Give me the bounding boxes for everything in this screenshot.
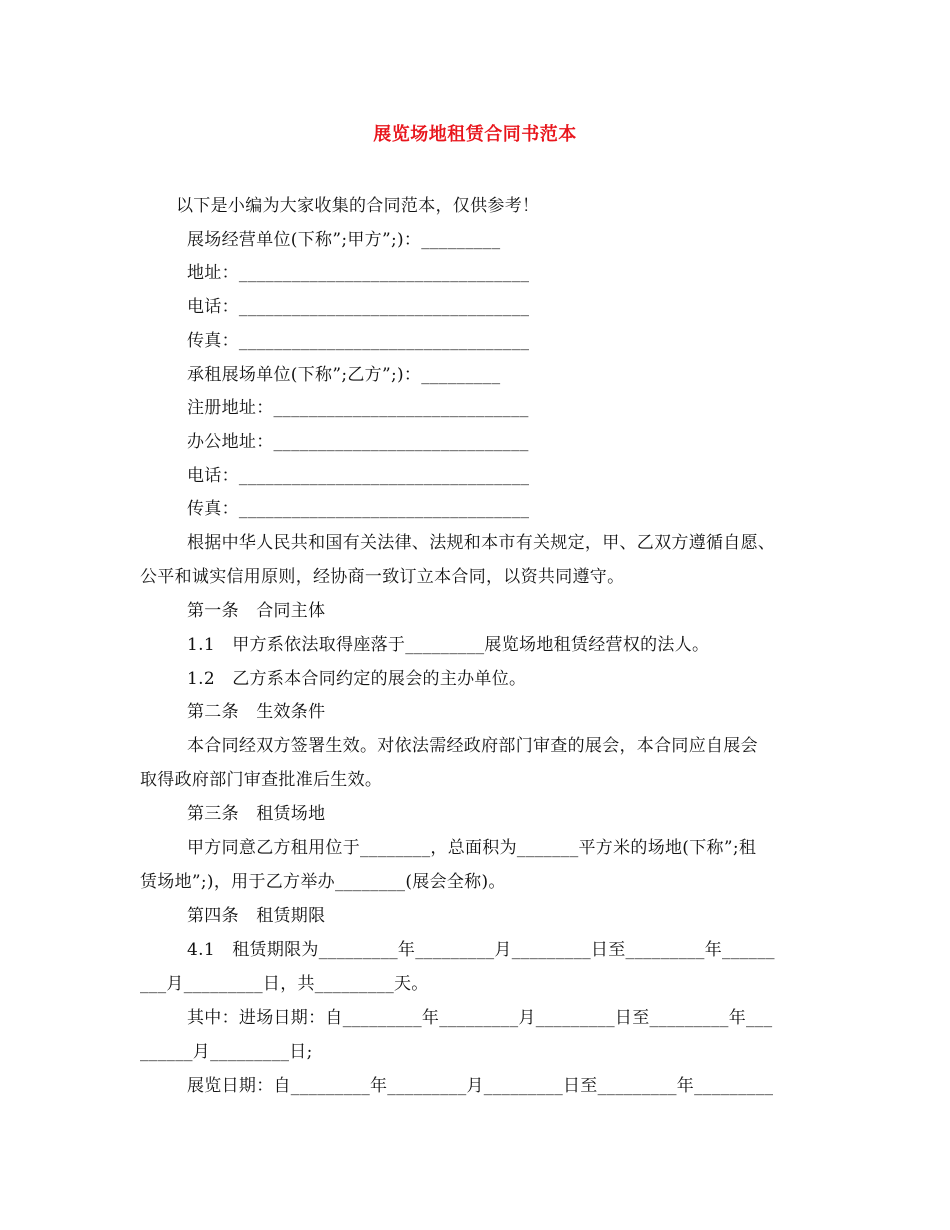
article-4-heading: 第四条 租赁期限 [187, 906, 326, 926]
article-3-text-line-1: 甲方同意乙方租用位于________，总面积为_______平方米的场地(下称”;租 [187, 838, 757, 858]
party-b-unit-field: 承租展场单位(下称”;乙方”;)：_________ [187, 365, 501, 385]
clause-4-1-line-1: 4.1 租赁期限为_________年_________月_________日至_________年______ [187, 940, 775, 960]
page-title: 展览场地租赁合同书范本 [373, 124, 577, 145]
preamble-line-2: 公平和诚实信用原则，经协商一致订立本合同，以资共同遵守。 [140, 567, 625, 587]
party-a-fax-field: 传真：_________________________________ [187, 331, 530, 351]
clause-4-1-line-2: ___月_________日，共_________天。 [140, 974, 429, 994]
clause-1-2: 1.2 乙方系本合同约定的展会的主办单位。 [187, 669, 527, 689]
article-2-text-line-1: 本合同经双方签署生效。对依法需经政府部门审查的展会，本合同应自展会 [187, 736, 758, 756]
exhibition-date-line: 展览日期：自_________年_________月_________日至_________年_________ [187, 1076, 774, 1096]
intro-line: 以下是小编为大家收集的合同范本，仅供参考！ [176, 196, 540, 216]
preamble-line-1: 根据中华人民共和国有关法律、法规和本市有关规定，甲、乙双方遵循自愿、 [187, 533, 776, 553]
clause-1-1: 1.1 甲方系依法取得座落于_________展览场地租赁经营权的法人。 [187, 635, 710, 655]
party-b-fax-field: 传真：_________________________________ [187, 499, 530, 519]
party-b-registered-address-field: 注册地址：_____________________________ [187, 398, 529, 418]
entry-date-line-1: 其中：进场日期：自_________年_________月_________日至_________年___ [187, 1008, 773, 1028]
party-b-phone-field: 电话：_________________________________ [187, 466, 530, 486]
article-3-heading: 第三条 租赁场地 [187, 804, 326, 824]
party-a-address-field: 地址：_________________________________ [187, 263, 530, 283]
party-a-unit-field: 展场经营单位(下称”;甲方”;)：_________ [187, 230, 501, 250]
article-1-heading: 第一条 合同主体 [187, 601, 326, 621]
party-b-office-address-field: 办公地址：_____________________________ [187, 432, 529, 452]
party-a-phone-field: 电话：_________________________________ [187, 297, 530, 317]
article-3-text-line-2: 赁场地”;)，用于乙方举办________(展会全称)。 [140, 872, 506, 892]
article-2-text-line-2: 取得政府部门审查批准后生效。 [140, 770, 383, 790]
article-2-heading: 第二条 生效条件 [187, 702, 326, 722]
entry-date-line-2: ______月_________日; [140, 1042, 313, 1062]
